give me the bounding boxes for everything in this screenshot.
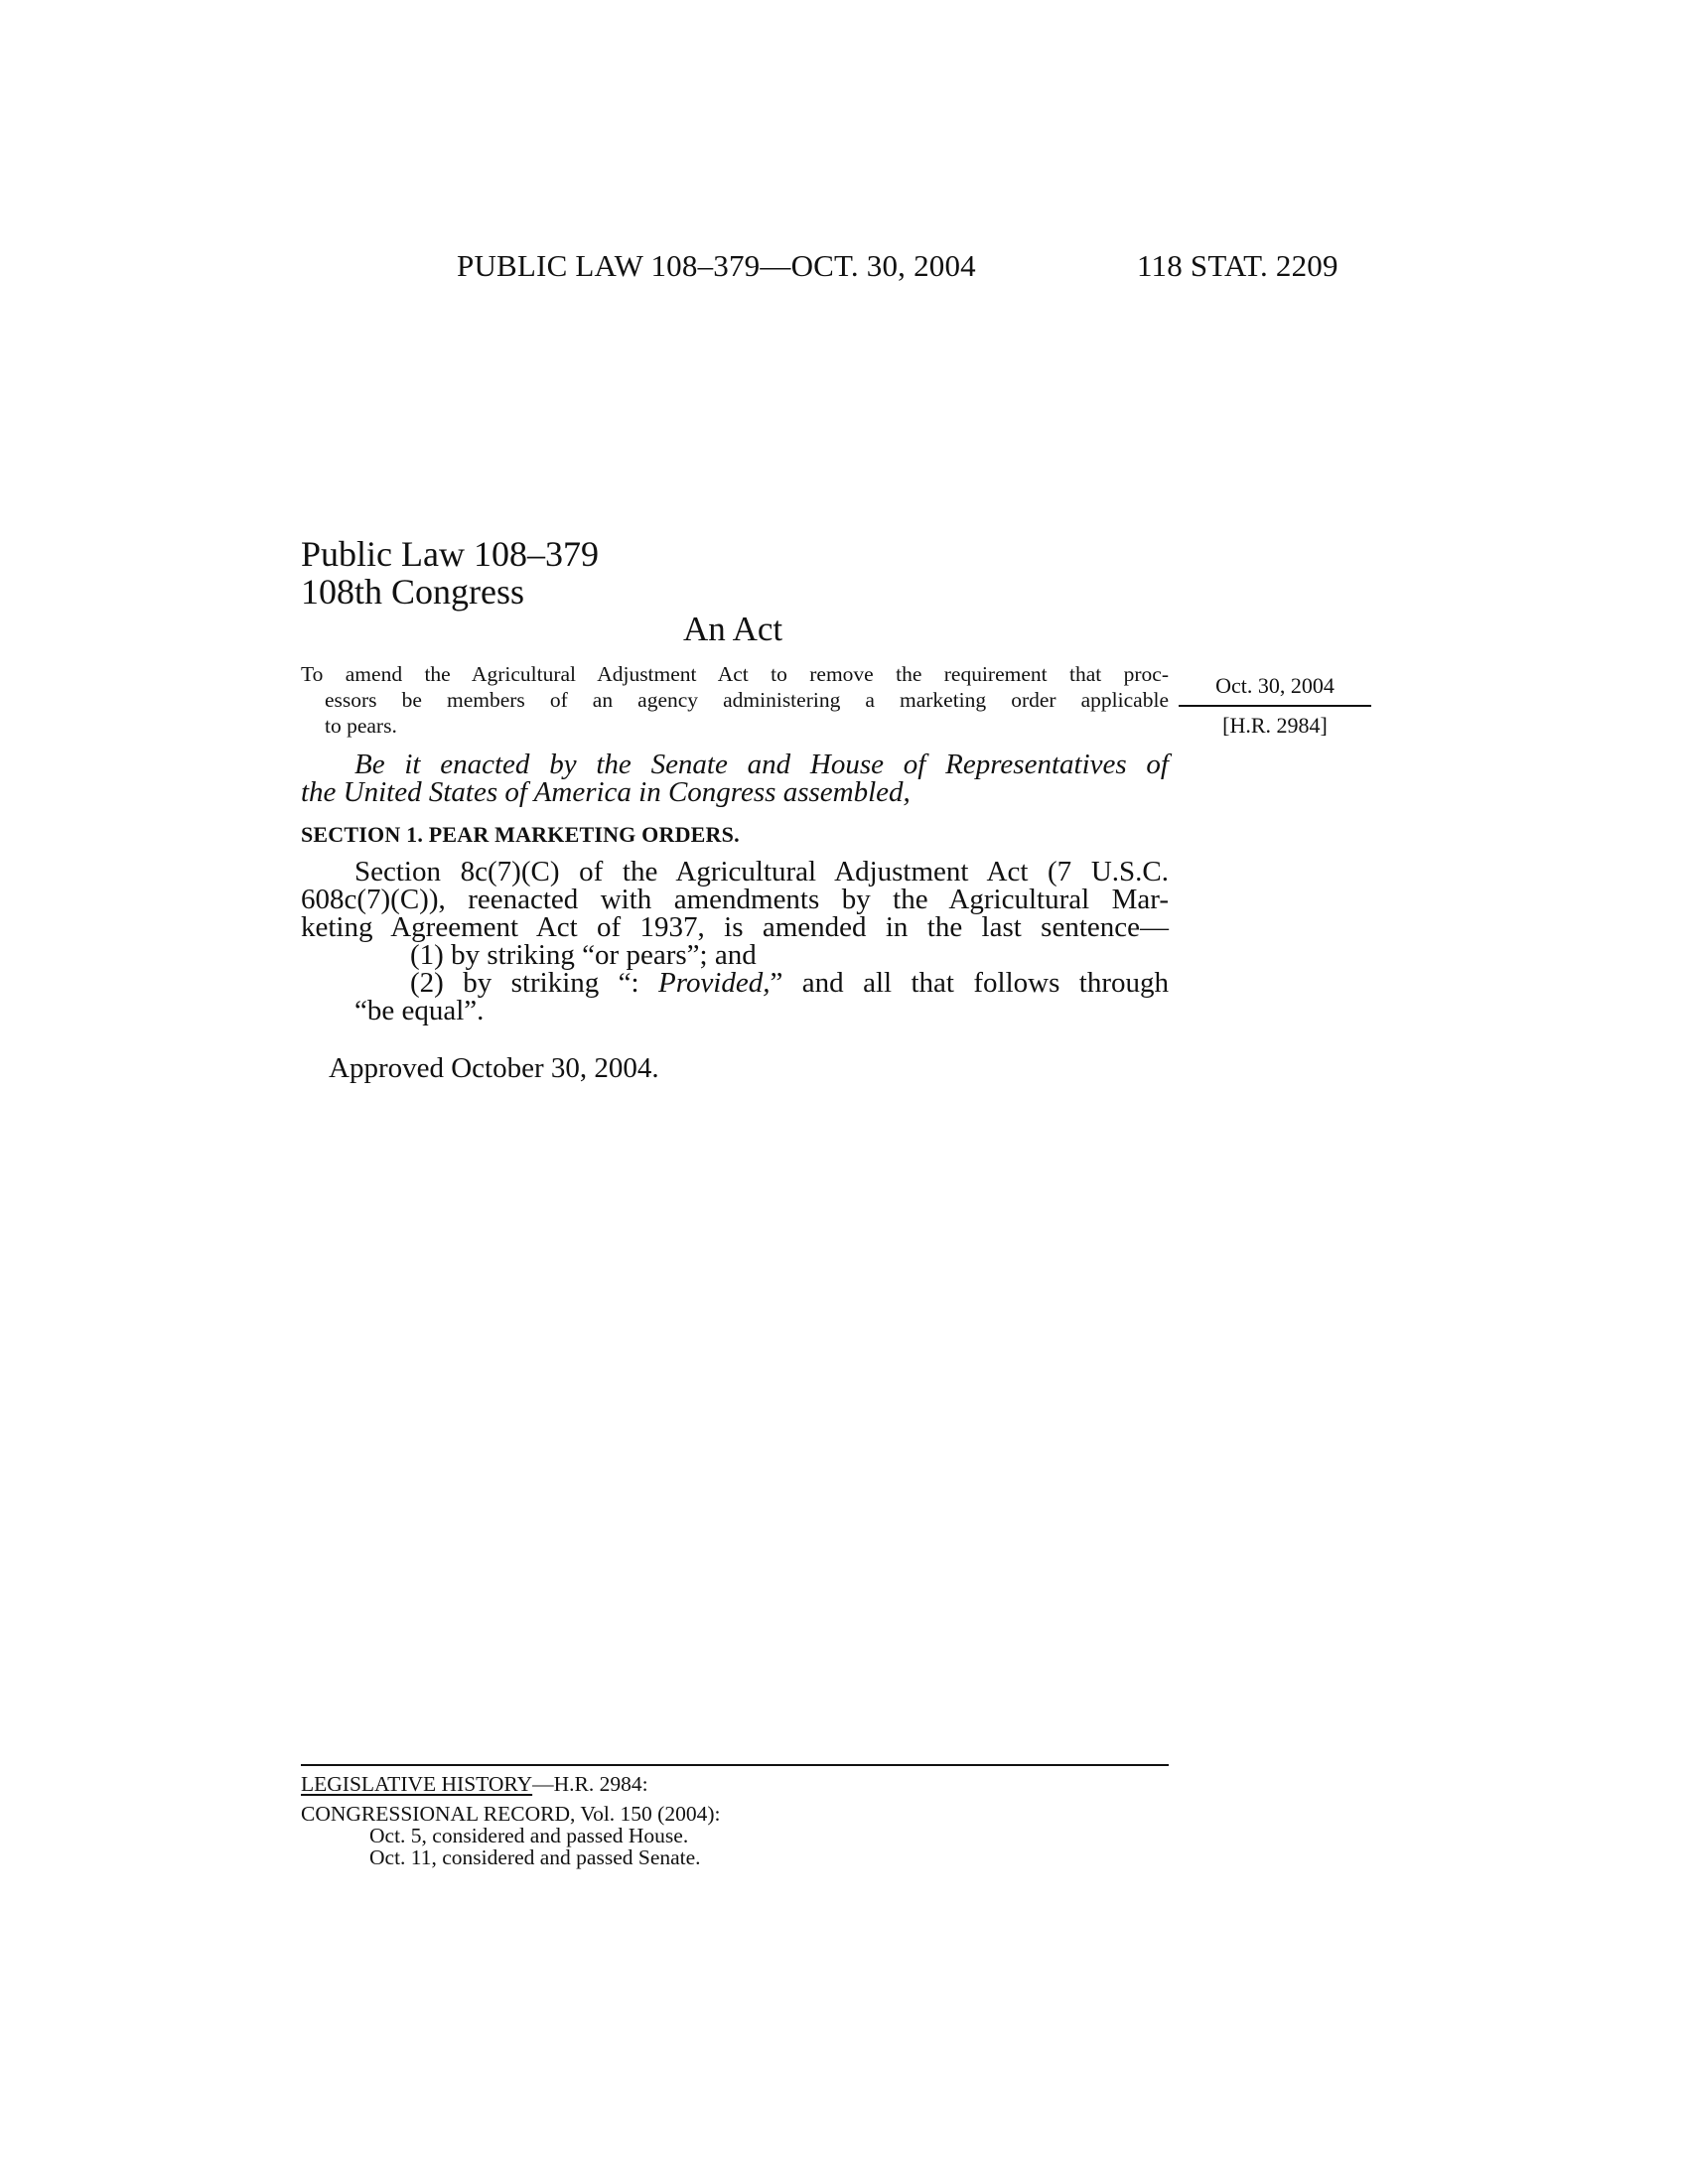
act-purpose: [301, 661, 1169, 739]
section-line: keting Agreement Act of 1937, is amended in the last sentence—: [301, 911, 1169, 943]
legislative-history-bill: —H.R. 2984:: [532, 1772, 648, 1796]
history-event: Oct. 5, considered and passed House.: [369, 1824, 689, 1847]
amendment-paragraph-2-continuation: “be equal”.: [354, 995, 485, 1026]
section-line: 608c(7)(C)), reenacted with amendments by the Agricultural Mar-: [301, 884, 1169, 915]
enacting-clause: [301, 751, 1169, 806]
margin-note-bill: [H.R. 2984]: [1222, 713, 1328, 738]
para-2-prefix: (2) by striking “:: [410, 967, 659, 999]
footer-divider: [301, 1764, 1169, 1766]
legislative-history-label: LEGISLATIVE HISTORY: [301, 1772, 533, 1796]
amendment-paragraph-1: (1) by striking “or pears”; and: [410, 939, 757, 971]
para-2-italic: Provided,: [658, 967, 771, 999]
enacting-line: Be it enacted by the Senate and House of Representatives of: [354, 749, 1169, 780]
section-body: [301, 858, 1169, 1024]
section-heading: SECTION 1. PEAR MARKETING ORDERS.: [301, 822, 740, 847]
section-line: Section 8c(7)(C) of the Agricultural Adjustment Act (7 U.S.C.: [354, 856, 1169, 887]
approval-statement: Approved October 30, 2004.: [329, 1052, 659, 1084]
running-head-page-number: 118 STAT. 2209: [1137, 248, 1338, 283]
margin-note-date: Oct. 30, 2004: [1179, 673, 1371, 707]
law-number: Public Law 108–379: [301, 534, 599, 574]
para-2-suffix: ” and all that follows through: [770, 967, 1169, 999]
amendment-paragraph-2: [301, 969, 1169, 997]
purpose-line: essors be members of an agency administering a marketing order applicable: [325, 688, 1169, 712]
enacting-line: the United States of America in Congress assembled,: [301, 776, 911, 808]
legislative-history: [301, 1773, 720, 1868]
congress: 108th Congress: [301, 572, 524, 612]
act-heading: An Act: [683, 610, 783, 648]
legislative-history-heading: [301, 1773, 648, 1795]
congressional-record: CONGRESSIONAL RECORD, Vol. 150 (2004):: [301, 1802, 721, 1826]
purpose-line: To amend the Agricultural Adjustment Act to remove the requirement that proc-: [301, 662, 1169, 686]
running-head-title: PUBLIC LAW 108–379—OCT. 30, 2004: [457, 248, 976, 283]
purpose-line: to pears.: [325, 714, 397, 738]
margin-note: [1179, 673, 1371, 739]
history-event: Oct. 11, considered and passed Senate.: [369, 1845, 701, 1869]
